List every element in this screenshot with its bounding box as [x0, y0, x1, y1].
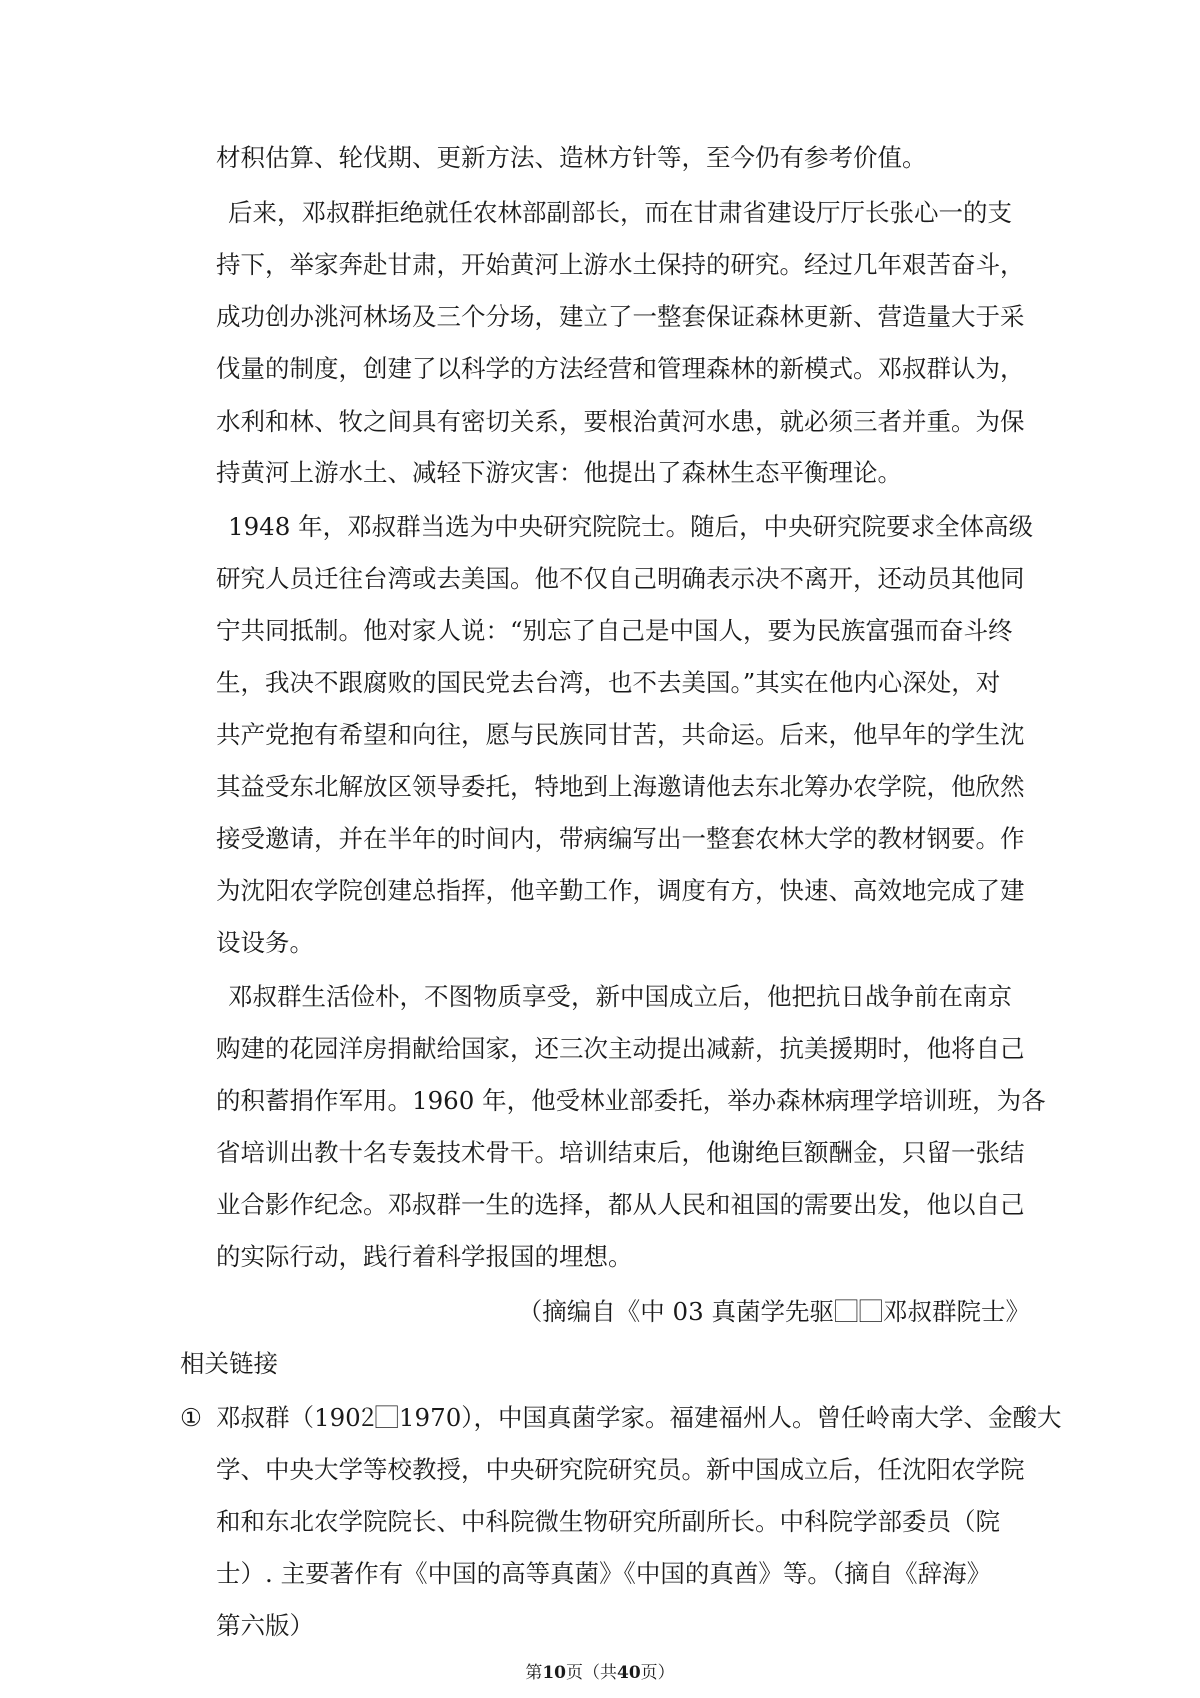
- paragraph-2-line: 水利和林、牧之间具有密切关系，要根治黄河水患，就必须三者并重。为保: [216, 407, 1025, 436]
- footer-suffix: 页）: [640, 1663, 675, 1683]
- paragraph-4-line: 的积蓄捐作军用。1960 年，他受林业部委托，举办森林病理学培训班，为各: [216, 1086, 1046, 1115]
- note-line: 士）. 主要著作有《中国的高等真菌》《中国的真酋》等。（摘自《辞海》: [216, 1559, 992, 1588]
- related-links-heading: 相关链接: [180, 1349, 278, 1378]
- note-marker: ①: [180, 1403, 202, 1432]
- paragraph-2-line: 持黄河上游水土、减轻下游灾害：他提出了森林生态平衡理论。: [216, 458, 902, 487]
- paragraph-2-line: 持下，举家奔赴甘肃，开始黄河上游水土保持的研究。经过几年艰苦奋斗，: [216, 250, 1025, 279]
- paragraph-2-line: 成功创办洮河林场及三个分场，建立了一整套保证森林更新、营造量大于采: [216, 302, 1025, 331]
- note-line: 邓叔群（1902⃞1970），中国真菌学家。福建福州人。曾任岭南大学、金酸大: [216, 1403, 1062, 1432]
- page-footer: [0, 1662, 1200, 1684]
- paragraph-3-line: 共产党抱有希望和向往，愿与民族同甘苦，共命运。后来，他早年的学生沈: [216, 720, 1025, 749]
- paragraph-4-line: 省培训出教十名专轰技术骨干。培训结束后，他谢绝巨额酬金，只留一张结: [216, 1138, 1025, 1167]
- footer-prefix: 第: [525, 1663, 543, 1683]
- paragraph-4-line: 业合影作纪念。邓叔群一生的选择，都从人民和祖国的需要出发，他以自己: [216, 1190, 1025, 1219]
- paragraph-3-line: 为沈阳农学院创建总指挥，他辛勤工作，调度有方，快速、高效地完成了建: [216, 876, 1025, 905]
- note-line: 和和东北农学院院长、中科院微生物研究所副所长。中科院学部委员（院: [216, 1507, 1000, 1536]
- paragraph-3-line: 宁共同抵制。他对家人说：“别忘了自己是中国人，要为民族富强而奋斗终: [216, 616, 1013, 645]
- paragraph-4-line: 购建的花园洋房捐献给国家，还三次主动提出减薪，抗美援期时，他将自己: [216, 1034, 1025, 1063]
- paragraph-2-line: 后来，邓叔群拒绝就任农林部副部长，而在甘肃省建设厅厅长张心一的支: [228, 198, 1012, 227]
- note-line: 学、中央大学等校教授，中央研究院研究员。新中国成立后，任沈阳农学院: [216, 1455, 1025, 1484]
- source-attribution: （摘编自《中 03 真菌学先驱⃞⃞邓叔群院士》: [517, 1297, 1030, 1326]
- paragraph-3-line: 其益受东北解放区领导委托，特地到上海邀请他去东北筹办农学院，他欣然: [216, 772, 1025, 801]
- paragraph-4-line: 的实际行动，践行着科学报国的埋想。: [216, 1242, 633, 1271]
- footer-total-pages: 40: [617, 1663, 641, 1683]
- paragraph-3-line: 研究人员迁往台湾或去美国。他不仅自己明确表示决不离开，还动员其他同: [216, 564, 1025, 593]
- paragraph-1-line: 材积估算、轮伐期、更新方法、造林方针等，至今仍有参考价值。: [216, 143, 927, 172]
- paragraph-4-line: 邓叔群生活俭朴，不图物质享受，新中国成立后，他把抗日战争前在南京: [228, 982, 1012, 1011]
- note-line: 第六版）: [216, 1611, 314, 1640]
- paragraph-3-line: 生，我决不跟腐败的国民党去台湾，也不去美国。”其实在他内心深处，对: [216, 668, 1001, 697]
- paragraph-3-line: 1948 年，邓叔群当选为中央研究院院士。随后，中央研究院要求全体高级: [228, 512, 1034, 541]
- paragraph-2-line: 伐量的制度，创建了以科学的方法经营和管理森林的新模式。邓叔群认为，: [216, 354, 1025, 383]
- footer-page-number: 10: [542, 1663, 566, 1683]
- paragraph-3-line: 设设务。: [216, 928, 314, 957]
- paragraph-3-line: 接受邀请，并在半年的时间内，带病编写出一整套农林大学的教材钢要。作: [216, 824, 1025, 853]
- footer-middle: 页（共: [566, 1663, 617, 1683]
